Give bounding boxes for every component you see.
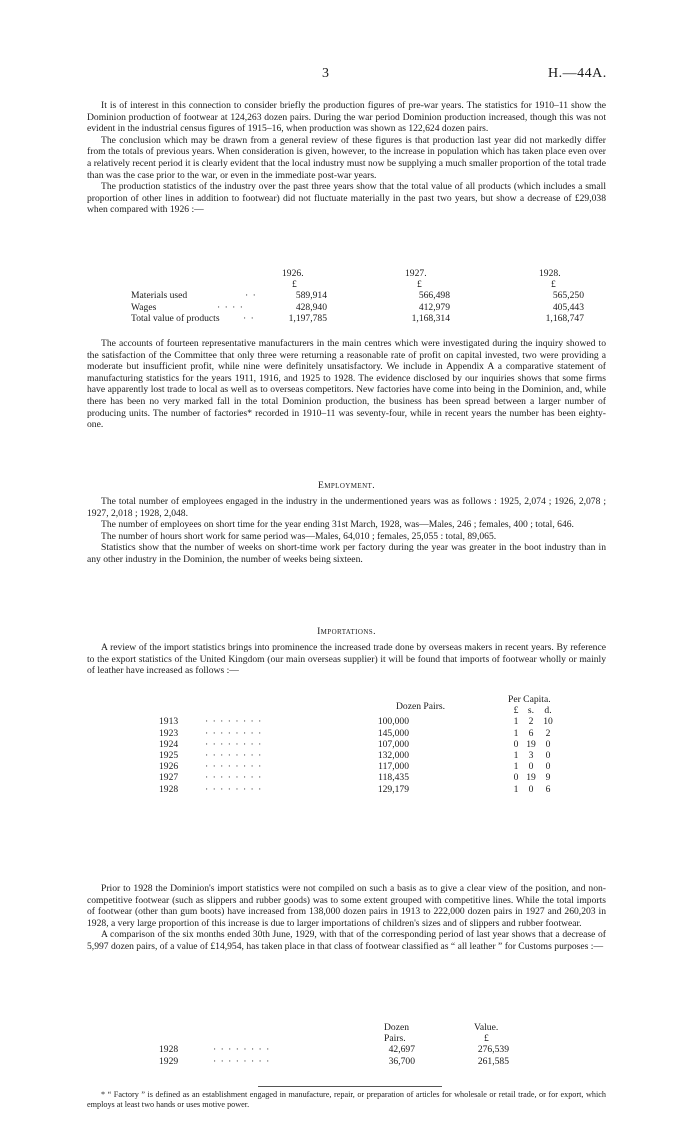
row-year: 1923 — [159, 727, 179, 739]
value-1928: 565,250 — [552, 290, 584, 302]
value-1928: 405,443 — [552, 301, 584, 313]
per-capita-pence: 2 — [545, 727, 551, 739]
table-row — [87, 761, 606, 772]
row-label: Total value of products — [131, 312, 220, 324]
row-year: 1927 — [159, 772, 179, 784]
row-year: 1926 — [159, 761, 179, 773]
per-capita-pence: 0 — [545, 749, 551, 761]
table-row — [87, 302, 606, 313]
per-capita-pence: 10 — [543, 716, 553, 728]
leader-dots: · · · · · · · · — [213, 1044, 271, 1056]
per-capita-pounds: 1 — [513, 716, 519, 728]
per-capita-pence: 0 — [545, 761, 551, 773]
intro-section — [87, 100, 606, 216]
footnote-rule — [258, 1086, 442, 1087]
table-row — [87, 772, 606, 783]
row-year: 1928 — [159, 783, 179, 795]
dozen-pairs-value: 145,000 — [377, 727, 409, 739]
column-header-1928: 1928. — [539, 268, 561, 279]
dozen-pairs-value: 100,000 — [377, 716, 409, 728]
currency-symbol: £ — [292, 279, 297, 291]
row-label: Materials used — [131, 290, 188, 302]
row-year: 1913 — [159, 716, 179, 728]
dozen-pairs-value: 132,000 — [377, 749, 409, 761]
column-header-dozen-pairs: Dozen Pairs. — [396, 701, 446, 712]
value-amount: 276,539 — [477, 1044, 509, 1056]
row-year: 1929 — [159, 1055, 179, 1067]
paragraph-production-stats: The production statistics of the industry over the past three years show that the total value of all products (which includes a small proportion of other lines in addition to footwear) did not fluctuate materially in the past two years, but show a decrease of £29,038 when compared with 1926 :— — [87, 181, 606, 216]
paragraph-short-time: The number of employees on short time for the year ending 31st March, 1928, was—Males, 246 ; females, 400 ; total, 646. — [101, 519, 574, 531]
table-row — [87, 716, 606, 727]
value-1927: 412,979 — [418, 301, 450, 313]
dozen-pairs-value: 107,000 — [377, 738, 409, 750]
per-capita-shillings: 0 — [528, 761, 534, 773]
employment-section — [87, 496, 606, 566]
value-1927: 1,168,314 — [411, 312, 450, 324]
per-capita-shillings: 3 — [528, 749, 534, 761]
leather-table-subheader — [87, 1033, 606, 1044]
paragraph-weeks-short-time: Statistics show that the number of weeks on short-time work per factory during the year was greater in the boot industry than in any other industry in the Dominion, the number of weeks being sixteen. — [87, 542, 606, 565]
dozen-pairs-value: 42,697 — [388, 1044, 415, 1056]
per-capita-pounds: 1 — [513, 783, 519, 795]
table-row — [87, 313, 606, 324]
per-capita-pounds: 0 — [513, 738, 519, 750]
unit-pence: d. — [544, 705, 552, 717]
dozen-pairs-value: 118,435 — [378, 772, 409, 784]
row-year: 1925 — [159, 749, 179, 761]
column-header-value: Value. — [474, 1022, 499, 1033]
table-row — [87, 1044, 606, 1055]
leader-dots: · · · · · · · · — [205, 738, 263, 750]
currency-symbol: £ — [551, 279, 556, 291]
footnote — [87, 1090, 606, 1111]
leader-dots: · · · · · · · · — [205, 727, 263, 739]
row-year: 1924 — [159, 738, 179, 750]
leather-table-header — [87, 1022, 606, 1033]
paragraph-prewar: It is of interest in this connection to consider briefly the production figures of pre-war years. The statistics for 1910–11 show the Dominion production of footwear at 124,263 dozen pairs. During the war period Dominion production increased, though this was not evident in the industrial census figures of 1915–16, when production was shown as 122,624 dozen pairs. — [87, 100, 606, 135]
currency-symbol: £ — [417, 279, 422, 291]
leader-dots: · · · · · · · · — [205, 783, 263, 795]
imports-table-units — [87, 705, 606, 716]
unit-pounds: £ — [513, 705, 519, 717]
per-capita-pence: 9 — [545, 772, 551, 784]
paragraph-import-review: A review of the import statistics brings into prominence the increased trade done by overseas makers in recent years. By reference to the export statistics of the United Kingdom (our main overseas supplier) it will be found that imports of footwear wholly or mainly of leather have increased as follows :— — [87, 642, 606, 677]
leader-dots: · · · · · · · · — [205, 772, 263, 784]
leader-dots: · · — [245, 290, 257, 302]
value-1926: 589,914 — [295, 290, 327, 302]
leader-dots: · · · · · · · · — [205, 749, 263, 761]
value-1927: 566,498 — [418, 290, 450, 302]
per-capita-shillings: 2 — [528, 716, 534, 728]
table-row — [87, 1056, 606, 1067]
dozen-pairs-value: 129,179 — [377, 783, 409, 795]
leader-dots: · · · · — [217, 301, 244, 313]
import-analysis-section — [87, 883, 606, 953]
importations-section — [87, 642, 606, 677]
paragraph-conclusion: The conclusion which may be drawn from a general review of these figures is that production last year did not markedly differ from the totals of previous years. When consideration is given, however, to the increase in population which has taken place even over a relatively recent period it is clearly evident that the local industry must now be supplying a much smaller proportion of the total trade than was the case prior to the war, or even in the immediate post-war years. — [87, 134, 606, 181]
dozen-pairs-value: 117,000 — [378, 761, 409, 773]
leader-dots: · · · · · · · · — [205, 761, 263, 773]
imports-table-body — [87, 716, 606, 794]
paragraph-manufacturers: The accounts of fourteen representative manufacturers in the main centres which were investigated during the inquiry showed to the satisfaction of the Committee that only three were returning a reasonable rate of profit on capital invested, two were providing a moderate but insufficient profit, while nine were definitely unsatisfactory. We include in Appendix A a comparative statement of manufacturing statistics for the years 1911, 1916, and 1925 to 1928. The evidence disclosed by our inquiries shows that some firms have apparently lost trade to local as well as to overseas competitors. New factories have come into being in the Dominion, and, while there has been no very marked fall in the total Dominion production, the business has been spread between a larger number of producing units. The number of factories* recorded in 1910–11 was seventy-four, while in recent years the number has been eighty-one. — [87, 338, 606, 431]
paragraph-prior-1928: Prior to 1928 the Dominion's import statistics were not compiled on such a basis as to give a clear view of the position, and non-competitive footwear (such as slippers and rubber goods) was to some extent grouped with competitive lines. While the total imports of footwear (other than gum boots) have increased from 138,000 dozen pairs in 1913 to 222,000 dozen pairs in 1927 and 260,203 in 1928, a very large proportion of this increase is due to larger importations of children's sizes and of slippers and rubber footwear. — [87, 883, 606, 929]
paragraph-employees-total: The total number of employees engaged in the industry in the undermentioned years was as follows : 1925, 2,074 ; 1926, 2,078 ; 1927, 2,018 ; 1928, 2,048. — [87, 496, 606, 519]
per-capita-shillings: 0 — [528, 783, 534, 795]
value-1926: 428,940 — [295, 301, 327, 313]
per-capita-pounds: 1 — [513, 761, 519, 773]
leader-dots: · · — [243, 312, 255, 324]
column-header-1926: 1926. — [282, 268, 304, 279]
column-header-dozen: Dozen — [384, 1022, 410, 1033]
per-capita-pounds: 1 — [513, 749, 519, 761]
per-capita-pence: 6 — [545, 783, 551, 795]
paragraph-six-month-comparison: A comparison of the six months ended 30th June, 1929, with that of the corresponding period of last year shows that a decrease of 5,997 dozen pairs, of a value of £14,954, has taken place in that class of footwear classified as “ all leather ” for Customs purposes :— — [87, 929, 606, 952]
dozen-pairs-value: 36,700 — [388, 1055, 415, 1067]
leader-dots: · · · · · · · · — [205, 716, 263, 728]
value-1928: 1,168,747 — [545, 312, 584, 324]
per-capita-pence: 0 — [545, 738, 551, 750]
table-row — [87, 728, 606, 739]
value-1926: 1,197,785 — [288, 312, 327, 324]
heading-employment: Employment. — [318, 480, 375, 491]
column-header-pairs: Pairs. — [384, 1033, 406, 1045]
production-table-header — [87, 268, 606, 279]
table-row — [87, 739, 606, 750]
currency-symbol: £ — [484, 1033, 489, 1045]
footnote-text: * “ Factory ” is defined as an establishment engaged in manufacture, repair, or preparation of articles for wholesale or retail trade, or for export, which employs at least two hands or uses motive power. — [87, 1090, 606, 1110]
value-amount: 261,585 — [477, 1055, 509, 1067]
production-table-currency — [87, 279, 606, 290]
per-capita-shillings: 6 — [528, 727, 534, 739]
page-number: 3 — [322, 66, 329, 81]
imports-table-header — [87, 694, 606, 712]
leader-dots: · · · · · · · · — [213, 1055, 271, 1067]
column-header-per-capita: Per Capita. — [508, 694, 551, 705]
row-label: Wages — [131, 301, 157, 313]
per-capita-shillings: 19 — [526, 738, 536, 750]
row-year: 1928 — [159, 1044, 179, 1056]
page-reference: H.—44A. — [548, 66, 607, 81]
per-capita-pounds: 1 — [513, 727, 519, 739]
heading-importations: Importations. — [317, 626, 376, 637]
per-capita-shillings: 19 — [526, 772, 536, 784]
column-header-1927: 1927. — [405, 268, 427, 279]
table-row — [87, 784, 606, 795]
leather-table — [87, 1022, 606, 1067]
imports-table — [87, 694, 606, 795]
table-row — [87, 290, 606, 301]
unit-shillings: s. — [527, 705, 535, 717]
manufacturers-section — [87, 338, 606, 431]
table-row — [87, 750, 606, 761]
production-table — [87, 268, 606, 324]
paragraph-short-hours: The number of hours short work for same period was—Males, 64,010 ; females, 25,055 : total, 89,065. — [101, 530, 497, 542]
per-capita-pounds: 0 — [513, 772, 519, 784]
